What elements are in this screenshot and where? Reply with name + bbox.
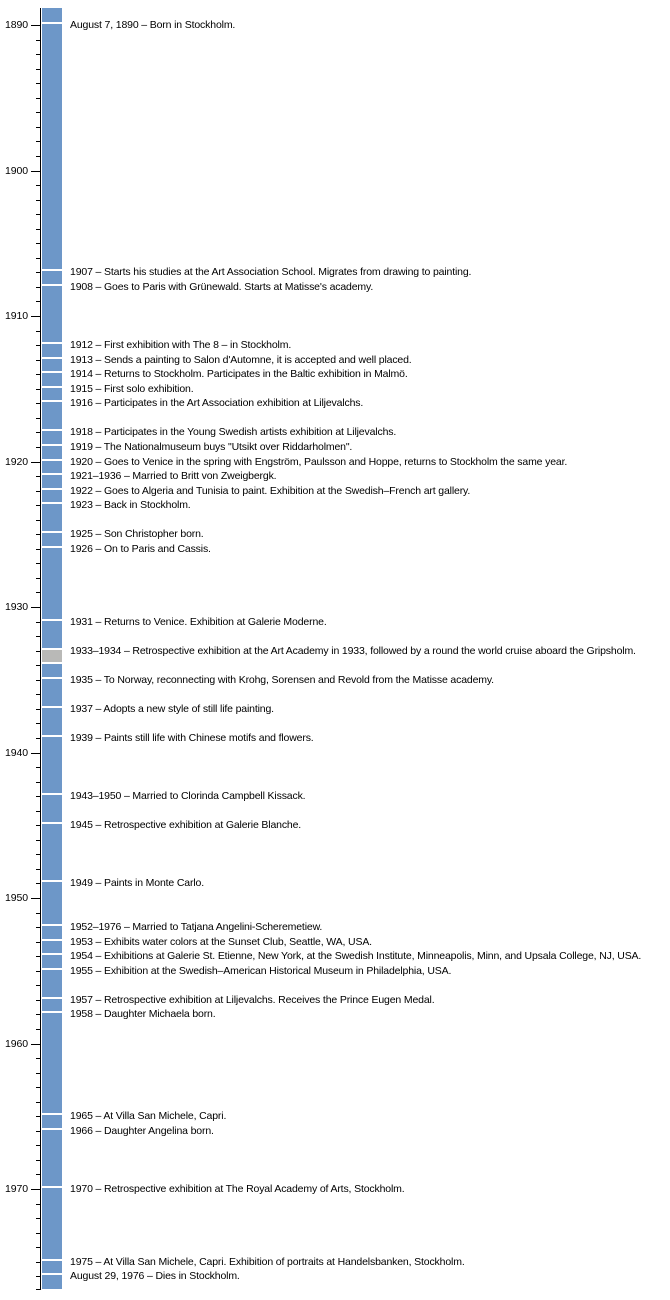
- bar-separator: [42, 444, 62, 446]
- timeline-event: 1975 – At Villa San Michele, Capri. Exhibition of portraits at Handelsbanken, Stockholm.: [70, 1256, 465, 1268]
- decade-tick: [31, 462, 40, 463]
- bar-separator: [42, 706, 62, 708]
- bar-separator: [42, 269, 62, 271]
- timeline-event: 1915 – First solo exhibition.: [70, 383, 194, 395]
- timeline-event: 1935 – To Norway, reconnecting with Krohg, Sorensen and Revold from the Matisse academy.: [70, 674, 494, 686]
- decade-tick: [31, 607, 40, 608]
- bar-separator: [42, 1128, 62, 1130]
- timeline-event: 1925 – Son Christopher born.: [70, 528, 204, 540]
- bar-separator: [42, 1011, 62, 1013]
- timeline-event: 1907 – Starts his studies at the Art Association School. Migrates from drawing to painting.: [70, 266, 472, 278]
- bar-separator: [42, 502, 62, 504]
- bar-separator: [42, 939, 62, 941]
- decade-label: 1890: [5, 19, 28, 31]
- bar-separator: [42, 1113, 62, 1115]
- bar-separator: [42, 968, 62, 970]
- decade-tick: [31, 1189, 40, 1190]
- bar-separator: [42, 22, 62, 24]
- decade-tick: [31, 316, 40, 317]
- decade-tick: [31, 898, 40, 899]
- bar-separator: [42, 488, 62, 490]
- timeline-event: 1955 – Exhibition at the Swedish–American Historical Museum in Philadelphia, USA.: [70, 965, 452, 977]
- timeline-event: 1957 – Retrospective exhibition at Liljevalchs. Receives the Prince Eugen Medal.: [70, 994, 435, 1006]
- axis-line: [40, 8, 41, 1290]
- bar-separator: [42, 822, 62, 824]
- bar-separator: [42, 429, 62, 431]
- bar-separator: [42, 953, 62, 955]
- timeline-event: 1965 – At Villa San Michele, Capri.: [70, 1110, 227, 1122]
- decade-tick: [31, 1044, 40, 1045]
- bar-separator: [42, 880, 62, 882]
- decade-label: 1910: [5, 310, 28, 322]
- decade-label: 1940: [5, 747, 28, 759]
- timeline-event: 1943–1950 – Married to Clorinda Campbell Kissack.: [70, 790, 306, 802]
- timeline-event: 1913 – Sends a painting to Salon d'Automne, it is accepted and well placed.: [70, 354, 412, 366]
- timeline-event: 1945 – Retrospective exhibition at Galerie Blanche.: [70, 819, 302, 831]
- bar-separator: [42, 735, 62, 737]
- timeline-event: 1949 – Paints in Monte Carlo.: [70, 877, 204, 889]
- timeline-event: 1923 – Back in Stockholm.: [70, 499, 191, 511]
- timeline-event: 1908 – Goes to Paris with Grünewald. Starts at Matisse's academy.: [70, 281, 374, 293]
- decade-label: 1970: [5, 1183, 28, 1195]
- timeline-event: 1912 – First exhibition with The 8 – in Stockholm.: [70, 339, 292, 351]
- timeline-event: 1958 – Daughter Michaela born.: [70, 1008, 216, 1020]
- bar-separator: [42, 342, 62, 344]
- bar-separator: [42, 357, 62, 359]
- bar-separator: [42, 473, 62, 475]
- bar-separator: [42, 531, 62, 533]
- timeline-event: 1918 – Participates in the Young Swedish artists exhibition at Liljevalchs.: [70, 426, 397, 438]
- bar-separator: [42, 400, 62, 402]
- timeline-event: 1939 – Paints still life with Chinese motifs and flowers.: [70, 732, 314, 744]
- timeline-event: 1916 – Participates in the Art Association exhibition at Liljevalchs.: [70, 397, 364, 409]
- bar-separator: [42, 386, 62, 388]
- decade-label: 1920: [5, 456, 28, 468]
- decade-label: 1960: [5, 1038, 28, 1050]
- timeline-event: 1954 – Exhibitions at Galerie St. Etienne, New York, at the Swedish Institute, Minneapolis, Minn, and Upsala College, NJ, USA.: [70, 950, 642, 962]
- timeline-event: August 29, 1976 – Dies in Stockholm.: [70, 1270, 240, 1282]
- bar-separator: [42, 677, 62, 679]
- timeline-event: 1931 – Returns to Venice. Exhibition at Galerie Moderne.: [70, 616, 327, 628]
- decade-label: 1900: [5, 165, 28, 177]
- bar-separator: [42, 546, 62, 548]
- decade-tick: [31, 753, 40, 754]
- timeline-event: August 7, 1890 – Born in Stockholm.: [70, 19, 236, 31]
- decade-label: 1930: [5, 601, 28, 613]
- decade-label: 1950: [5, 892, 28, 904]
- bar-separator: [42, 997, 62, 999]
- timeline-event: 1937 – Adopts a new style of still life painting.: [70, 703, 274, 715]
- timeline-event: 1921–1936 – Married to Britt von Zweigbergk.: [70, 470, 277, 482]
- timeline-event: 1919 – The Nationalmuseum buys "Utsikt over Riddarholmen".: [70, 441, 353, 453]
- timeline-event: 1920 – Goes to Venice in the spring with Engström, Paulsson and Hoppe, returns to Stockholm the same year.: [70, 456, 568, 468]
- timeline-event: 1922 – Goes to Algeria and Tunisia to paint. Exhibition at the Swedish–French art gallery.: [70, 485, 471, 497]
- timeline-event: 1966 – Daughter Angelina born.: [70, 1125, 214, 1137]
- timeline-event: 1970 – Retrospective exhibition at The Royal Academy of Arts, Stockholm.: [70, 1183, 405, 1195]
- bar-separator: [42, 371, 62, 373]
- timeline-event: 1926 – On to Paris and Cassis.: [70, 543, 211, 555]
- bar-separator: [42, 459, 62, 461]
- bar-separator: [42, 284, 62, 286]
- bar-separator: [42, 648, 62, 650]
- bar-separator: [42, 1259, 62, 1261]
- bar-separator: [42, 793, 62, 795]
- timeline-event: 1953 – Exhibits water colors at the Sunset Club, Seattle, WA, USA.: [70, 936, 372, 948]
- bar-separator: [42, 1186, 62, 1188]
- timeline-event: 1933–1934 – Retrospective exhibition at the Art Academy in 1933, followed by a round the world cruise aboard the Gripsholm.: [70, 645, 636, 657]
- decade-tick: [31, 171, 40, 172]
- bar-separator: [42, 1273, 62, 1275]
- bar-separator: [42, 619, 62, 621]
- bar-separator: [42, 924, 62, 926]
- decade-tick: [31, 25, 40, 26]
- timeline-event: 1952–1976 – Married to Tatjana Angelini-Scheremetiew.: [70, 921, 323, 933]
- timeline-event: 1914 – Returns to Stockholm. Participates in the Baltic exhibition in Malmö.: [70, 368, 408, 380]
- bar-separator: [42, 662, 62, 664]
